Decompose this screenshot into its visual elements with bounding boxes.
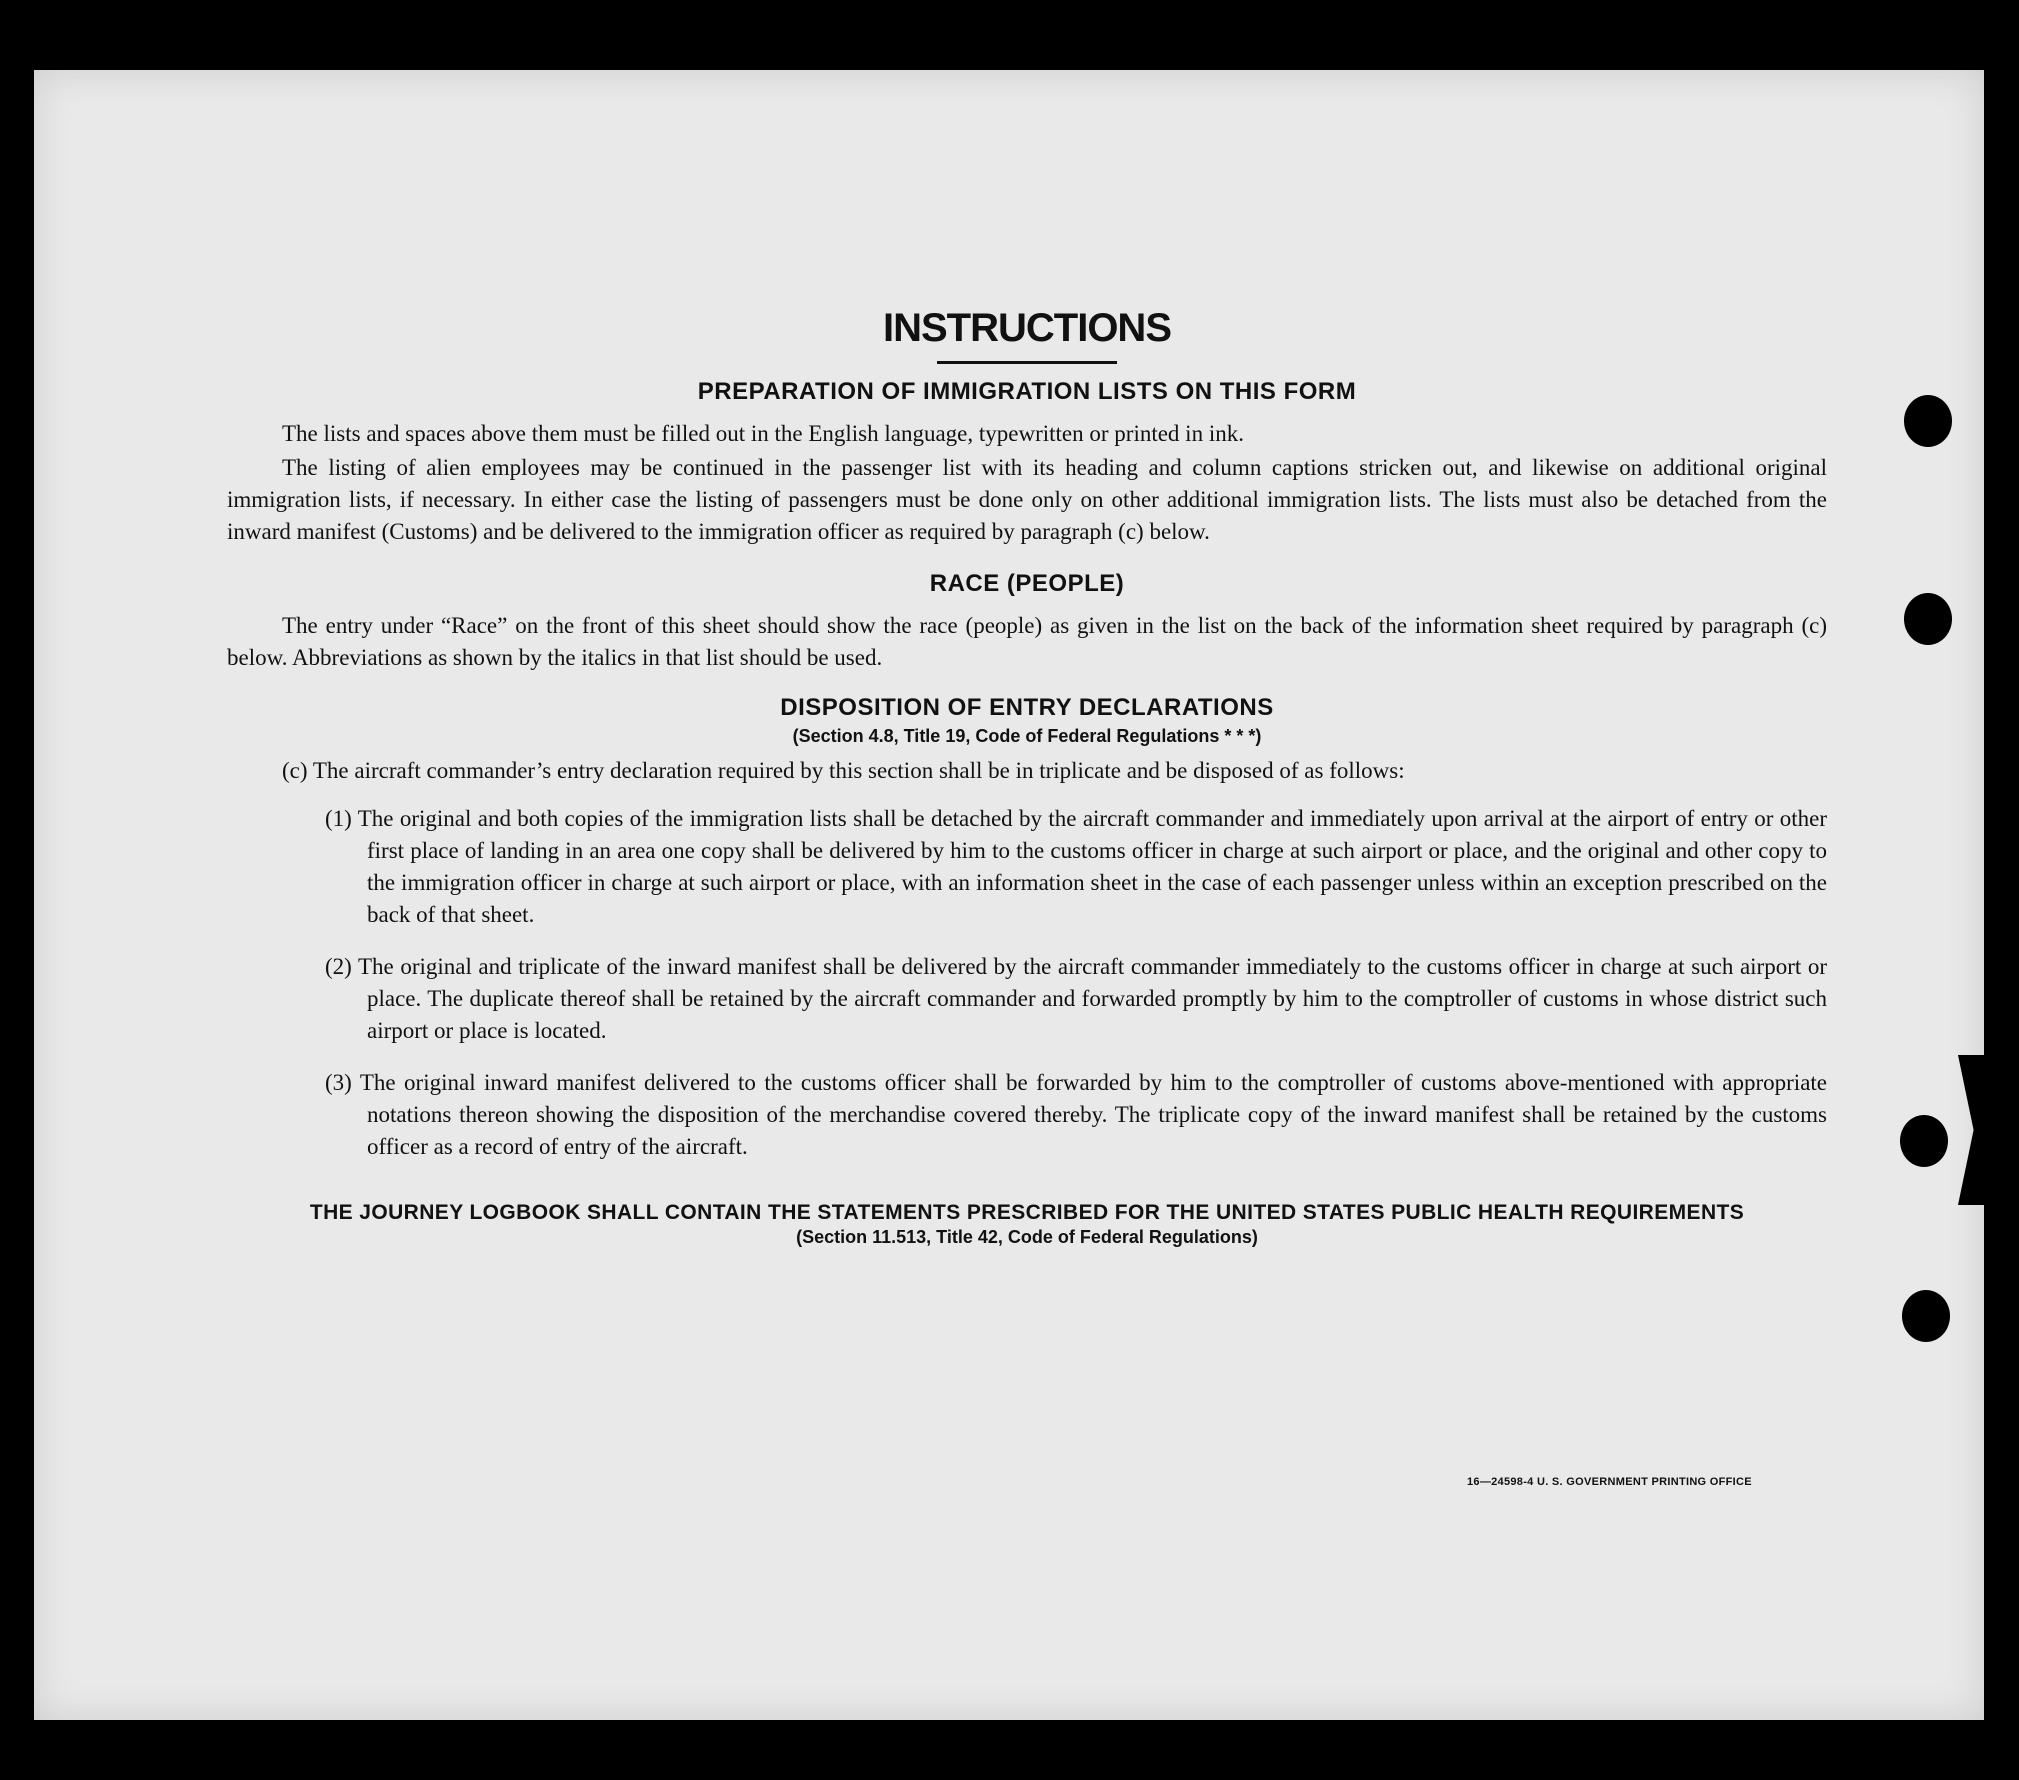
title-underline bbox=[937, 361, 1117, 364]
page-title: INSTRUCTIONS bbox=[883, 306, 1171, 350]
paragraph: The lists and spaces above them must be filled out in the English language, typewritten or printed in ink. bbox=[282, 421, 1244, 446]
punch-hole bbox=[1900, 1115, 1948, 1167]
paragraph: The entry under “Race” on the front of this sheet should show the race (people) as given in the list on the back of the information sheet required by paragraph (c) below. Abbreviations as shown by the italics in that list should be used. bbox=[227, 613, 1827, 670]
list-item: (1) The original and both copies of the immigration lists shall be detached by the aircraft commander and immediately upon arrival at the airport of entry or other first place of landing in an area one copy shall be delivered by him to the customs officer in charge at such airport or place, and the original and other copy to the immigration officer in charge at such airport or place, with an information sheet in the case of each passenger unless within an exception prescribed on the back of that sheet. bbox=[325, 806, 1827, 927]
printer-imprint: 16—24598-4 U. S. GOVERNMENT PRINTING OFFICE bbox=[1467, 1476, 1752, 1488]
section-heading-disposition: DISPOSITION OF ENTRY DECLARATIONS bbox=[780, 694, 1274, 721]
page-notch bbox=[1958, 1055, 1984, 1205]
paragraph: The listing of alien employees may be continued in the passenger list with its heading and column captions stricken out, and likewise on additional original immigration lists, if necessary. In either case the listing of passengers must be done only on other additional immigration lists. The lists must also be detached from the inward manifest (Customs) and be delivered to the immigration officer as required by paragraph (c) below. bbox=[227, 455, 1827, 544]
section-heading-preparation: PREPARATION OF IMMIGRATION LISTS ON THIS FORM bbox=[697, 378, 1357, 405]
punch-hole bbox=[1902, 1290, 1950, 1342]
punch-hole bbox=[1904, 593, 1952, 645]
paragraph-c: (c) The aircraft commander’s entry declaration required by this section shall be in triplicate and be disposed of as follows: bbox=[282, 758, 1405, 783]
footer-citation: (Section 11.513, Title 42, Code of Federal Regulations) bbox=[796, 1227, 1258, 1247]
punch-hole bbox=[1904, 395, 1952, 447]
list-item: (2) The original and triplicate of the inward manifest shall be delivered by the aircraft commander immediately to the customs officer in charge at such airport or place. The duplicate thereof shall be retained by the aircraft commander and forwarded promptly by him to the comptroller of customs in whose district such airport or place is located. bbox=[325, 954, 1827, 1043]
list-item: (3) The original inward manifest delivered to the customs officer shall be forwarded by him to the comptroller of customs above-mentioned with appropriate notations thereon showing the disposition of the merchandise covered thereby. The triplicate copy of the inward manifest shall be retained by the customs officer as a record of entry of the aircraft. bbox=[325, 1070, 1827, 1159]
section-subheading-citation: (Section 4.8, Title 19, Code of Federal Regulations * * *) bbox=[792, 726, 1262, 746]
section-heading-race: RACE (PEOPLE) bbox=[929, 570, 1125, 597]
footer-heading: THE JOURNEY LOGBOOK SHALL CONTAIN THE STATEMENTS PRESCRIBED FOR THE UNITED STATES PUBLIC HEALTH REQUIREMENTS bbox=[309, 1201, 1745, 1224]
instructions-content bbox=[227, 305, 1827, 1248]
